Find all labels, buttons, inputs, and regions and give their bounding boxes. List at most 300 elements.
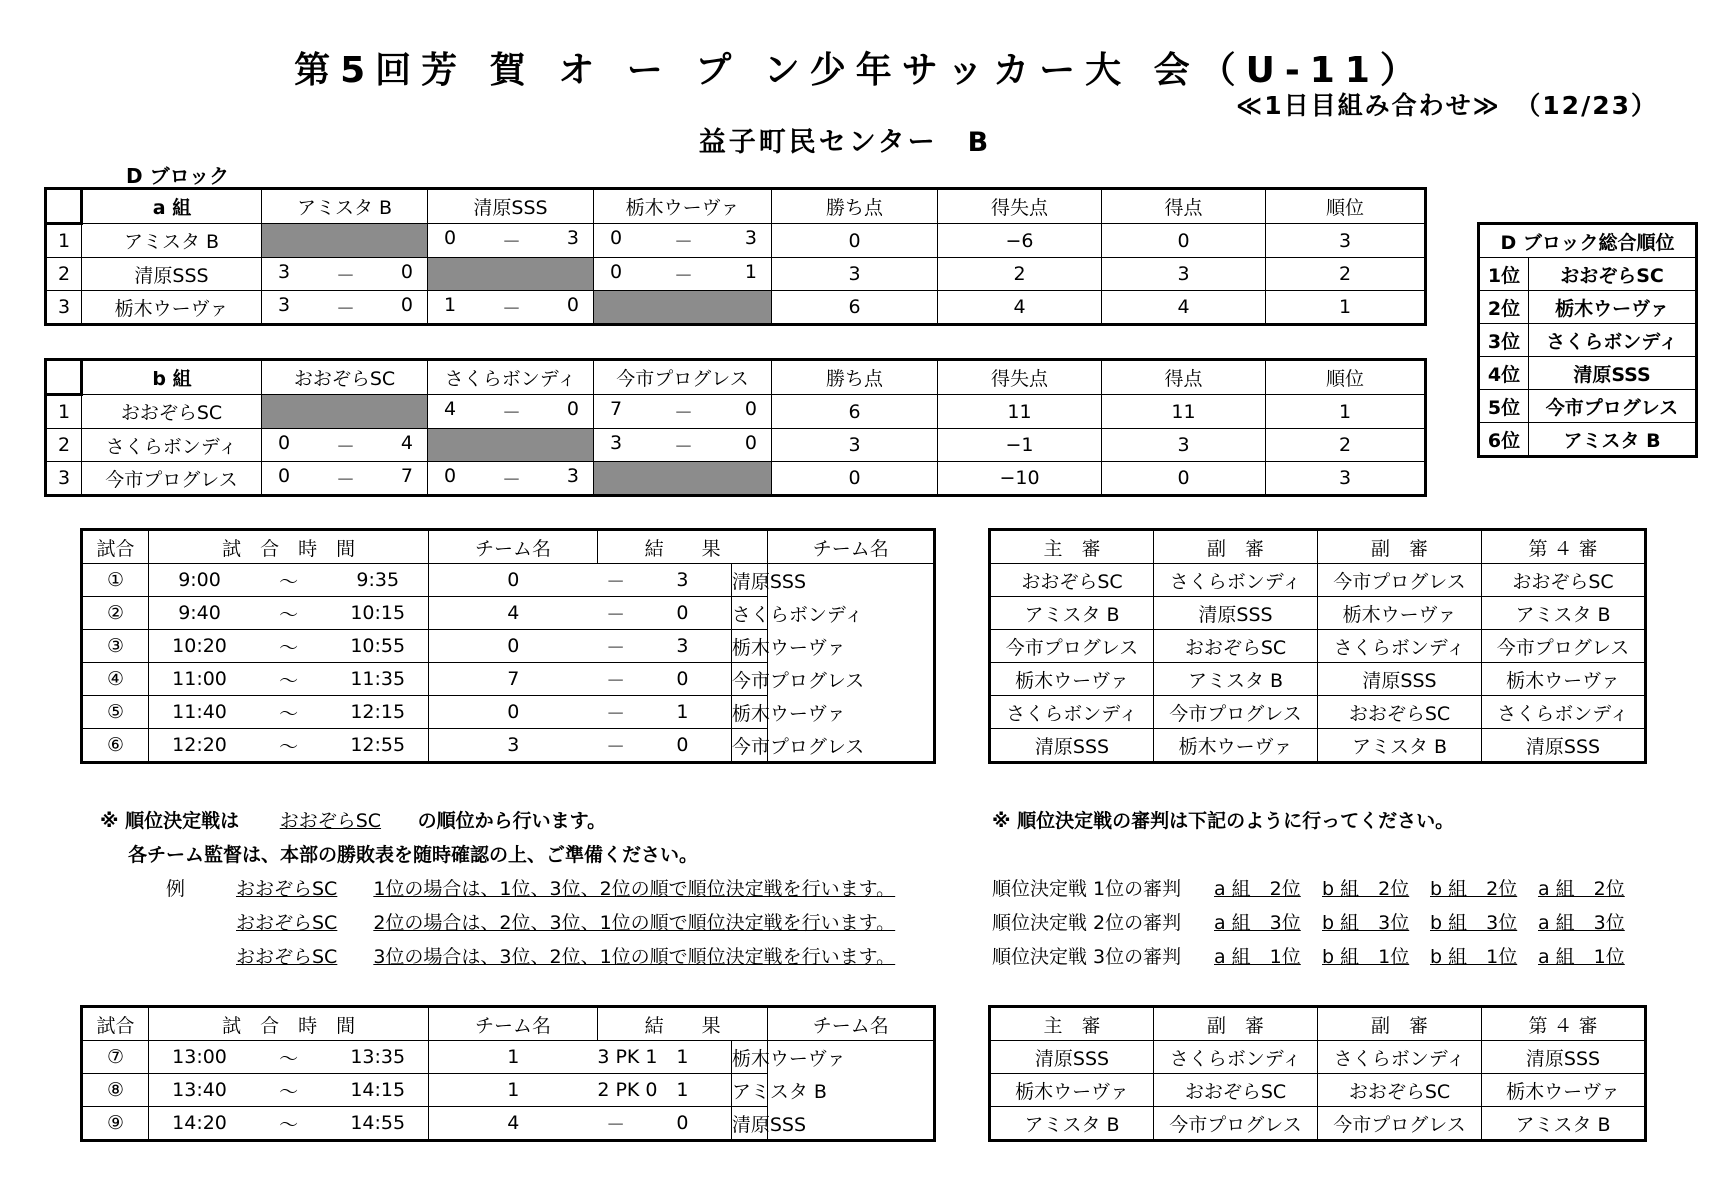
overall-row	[1479, 324, 1697, 357]
blank-self-cell	[262, 224, 428, 258]
column-header: 順位	[1266, 189, 1426, 224]
away-score: 0	[634, 663, 731, 696]
referee-rule-label: 順位決定戦 1位の審判	[992, 878, 1182, 900]
score	[262, 432, 427, 459]
referee-team: 今市プログレス	[1318, 1107, 1482, 1141]
column-header: 栃木ウーヴァ	[594, 189, 772, 224]
column-header: アミスタ B	[262, 189, 428, 224]
referee-team: 栃木ウーヴァ	[1318, 597, 1482, 630]
away-score: 1	[634, 1074, 731, 1107]
result-cell	[262, 291, 428, 325]
score-part: 3	[278, 293, 291, 316]
referee-team: 今市プログレス	[1154, 1107, 1318, 1141]
stat-gf: 11	[1102, 395, 1266, 429]
team-name: アミスタ B	[82, 224, 262, 258]
score-middle: －	[597, 630, 634, 663]
score-middle: 2 PK 0	[597, 1074, 634, 1107]
score-part: 0	[400, 293, 413, 316]
score-part: 1	[444, 293, 457, 316]
away-team: 今市プログレス	[731, 663, 768, 696]
overall-position: 4位	[1479, 357, 1529, 390]
group-row	[46, 224, 1426, 258]
score-part: 0	[744, 398, 757, 420]
away-team: 栃木ウーヴァ	[731, 1041, 768, 1074]
score-middle: －	[597, 597, 634, 630]
group-row	[46, 429, 1426, 462]
page-subtitle: ≪1日目組み合わせ≫ （12/23）	[1236, 91, 1658, 120]
corner-cell	[46, 360, 82, 395]
referee-team: おおぞらSC	[1318, 696, 1482, 729]
example-team: おおぞらSC	[236, 878, 338, 900]
page-title: 第5回芳 賀 オ ー プ ン少年サッカー大 会（U-11）	[294, 50, 1426, 91]
home-score: 3	[429, 729, 598, 763]
score-part: －	[335, 297, 355, 320]
referee-rule-item: b 組 3位	[1430, 912, 1518, 934]
note-line-1	[100, 806, 606, 833]
team-name: 栃木ウーヴァ	[82, 291, 262, 325]
match-number: ⑥	[82, 729, 149, 763]
time-header: 試 合 時 間	[149, 530, 429, 564]
example-line	[236, 874, 895, 901]
overall-header: D ブロック総合順位	[1479, 224, 1697, 258]
score-part: 0	[278, 431, 291, 454]
score-middle: －	[597, 696, 634, 729]
away-team: 栃木ウーヴァ	[731, 630, 768, 663]
match-row	[82, 696, 935, 729]
score-part: 3	[278, 260, 291, 283]
start-time: 12:20	[149, 729, 251, 763]
score-middle: 3 PK 1	[597, 1041, 634, 1074]
column-header: 得失点	[938, 360, 1102, 395]
time-separator: 〜	[250, 1107, 327, 1141]
score-part: 0	[400, 260, 413, 283]
score-part: －	[501, 402, 521, 424]
referee-team: さくらボンディ	[1154, 1041, 1318, 1074]
overall-row	[1479, 357, 1697, 390]
example-team: おおぞらSC	[236, 912, 338, 934]
stat-diff: −1	[938, 429, 1102, 462]
away-team: 清原SSS	[731, 1107, 768, 1141]
score	[428, 294, 593, 321]
example-line	[236, 908, 895, 935]
overall-position: 1位	[1479, 258, 1529, 291]
note-line-1-prefix: ※ 順位決定戦は	[100, 810, 240, 832]
time-separator: 〜	[250, 729, 327, 763]
referee-rule-item: a 組 1位	[1214, 946, 1301, 968]
referee-row	[990, 729, 1646, 763]
group-row	[46, 395, 1426, 429]
score-middle: －	[597, 1107, 634, 1141]
stat-diff: −6	[938, 224, 1102, 258]
score-part: 4	[444, 398, 457, 420]
stat-pts: 0	[772, 462, 938, 496]
overall-team: 今市プログレス	[1529, 390, 1697, 423]
match-number: ⑧	[82, 1074, 149, 1107]
referee-rule-label: 順位決定戦 2位の審判	[992, 912, 1182, 934]
referee-rule-item: b 組 2位	[1430, 878, 1518, 900]
score-part: 0	[444, 464, 457, 487]
column-header: 順位	[1266, 360, 1426, 395]
match-row	[82, 663, 935, 696]
score	[594, 227, 771, 254]
away-score: 1	[634, 1041, 731, 1074]
group-b-table	[44, 358, 1427, 497]
stat-diff: −10	[938, 462, 1102, 496]
start-time: 14:20	[149, 1107, 251, 1141]
result-cell	[262, 429, 428, 462]
blank-self-cell	[594, 291, 772, 325]
stat-gf: 4	[1102, 291, 1266, 325]
overall-team: 栃木ウーヴァ	[1529, 291, 1697, 324]
score	[594, 432, 771, 459]
away-score: 0	[634, 597, 731, 630]
score-part: 3	[610, 431, 623, 454]
start-time: 9:00	[149, 564, 251, 597]
referee-team: アミスタ B	[1482, 597, 1646, 630]
row-number: 3	[46, 462, 82, 496]
result-cell	[428, 395, 594, 429]
example-line	[236, 942, 895, 969]
start-time: 13:00	[149, 1041, 251, 1074]
score-part: －	[673, 402, 693, 424]
overall-team: さくらボンディ	[1529, 324, 1697, 357]
match-number: ④	[82, 663, 149, 696]
blank-self-cell	[594, 462, 772, 496]
stat-pts: 3	[772, 429, 938, 462]
home-team-header: チーム名	[429, 530, 598, 564]
score-part: 0	[278, 464, 291, 487]
score-middle: －	[597, 564, 634, 597]
block-label: D ブロック	[126, 164, 230, 188]
home-score: 1	[429, 1074, 598, 1107]
referee-rule-item: b 組 2位	[1322, 878, 1410, 900]
score-part: 0	[610, 227, 623, 249]
referee-team: おおぞらSC	[1318, 1074, 1482, 1107]
stat-pts: 6	[772, 395, 938, 429]
venue-title: 益子町民センター B	[698, 127, 992, 158]
result-cell	[594, 395, 772, 429]
end-time: 14:55	[327, 1107, 429, 1141]
score-middle: －	[597, 663, 634, 696]
referee-team: 清原SSS	[1154, 597, 1318, 630]
referee-team: 栃木ウーヴァ	[1154, 729, 1318, 763]
note-line-2: 各チーム監督は、本部の勝敗表を随時確認の上、ご準備ください。	[128, 844, 699, 866]
group-name: a 組	[82, 189, 262, 224]
column-header: 勝ち点	[772, 360, 938, 395]
referee-rule-item: a 組 2位	[1214, 878, 1301, 900]
home-score: 0	[429, 696, 598, 729]
group-row	[46, 462, 1426, 496]
referee-row	[990, 630, 1646, 663]
match-number: ⑤	[82, 696, 149, 729]
end-time: 10:55	[327, 630, 429, 663]
referee-team: 栃木ウーヴァ	[1482, 663, 1646, 696]
match-schedule-table-1	[80, 528, 936, 764]
referee-rule-label: 順位決定戦 3位の審判	[992, 946, 1182, 968]
row-number: 3	[46, 291, 82, 325]
referee-team: おおぞらSC	[1482, 564, 1646, 597]
score	[594, 398, 771, 425]
home-team-header: チーム名	[429, 1007, 598, 1041]
home-score: 0	[429, 630, 598, 663]
referee-team: 清原SSS	[990, 729, 1154, 763]
score-part: 0	[566, 398, 579, 420]
column-header: さくらボンディ	[428, 360, 594, 395]
referee-rule-item: a 組 2位	[1538, 878, 1625, 900]
referee-table-1	[988, 528, 1647, 764]
end-time: 12:55	[327, 729, 429, 763]
match-number: ③	[82, 630, 149, 663]
referee-team: おおぞらSC	[1154, 1074, 1318, 1107]
referee-team: 栃木ウーヴァ	[990, 1074, 1154, 1107]
score	[262, 465, 427, 492]
referee-team: アミスタ B	[1154, 663, 1318, 696]
match-number: ⑨	[82, 1107, 149, 1141]
referee-header: 副 審	[1318, 530, 1482, 564]
match-no-header: 試合	[82, 530, 149, 564]
start-time: 9:40	[149, 597, 251, 630]
referee-row	[990, 663, 1646, 696]
referee-rule-line	[992, 908, 1646, 935]
score-part: －	[673, 264, 693, 287]
group-a-table	[44, 187, 1427, 326]
score-part: －	[673, 231, 693, 253]
overall-team: おおぞらSC	[1529, 258, 1697, 291]
referee-row	[990, 597, 1646, 630]
blank-self-cell	[428, 429, 594, 462]
match-row	[82, 729, 935, 763]
column-header: おおぞらSC	[262, 360, 428, 395]
overall-row	[1479, 258, 1697, 291]
overall-row	[1479, 423, 1697, 457]
time-separator: 〜	[250, 1041, 327, 1074]
referee-rule-item: b 組 1位	[1430, 946, 1518, 968]
end-time: 12:15	[327, 696, 429, 729]
overall-position: 5位	[1479, 390, 1529, 423]
stat-gf: 3	[1102, 258, 1266, 291]
start-time: 11:40	[149, 696, 251, 729]
corner-cell	[46, 189, 82, 224]
home-score: 4	[429, 1107, 598, 1141]
score	[428, 398, 593, 425]
example-text: 2位の場合は、2位、3位、1位の順で順位決定戦を行います。	[373, 912, 896, 934]
row-number: 2	[46, 258, 82, 291]
time-separator: 〜	[250, 630, 327, 663]
stat-pts: 6	[772, 291, 938, 325]
home-score: 0	[429, 564, 598, 597]
away-score: 3	[634, 564, 731, 597]
overall-row	[1479, 390, 1697, 423]
score-part: 3	[566, 227, 579, 249]
stat-rank: 2	[1266, 258, 1426, 291]
away-team: 清原SSS	[731, 564, 768, 597]
time-separator: 〜	[250, 696, 327, 729]
match-row	[82, 630, 935, 663]
column-header: 得点	[1102, 189, 1266, 224]
result-cell	[594, 258, 772, 291]
overall-position: 2位	[1479, 291, 1529, 324]
referee-rule-line	[992, 874, 1646, 901]
stat-pts: 3	[772, 258, 938, 291]
team-name: さくらボンディ	[82, 429, 262, 462]
match-schedule-table-2	[80, 1005, 936, 1142]
referee-row	[990, 564, 1646, 597]
referee-team: 清原SSS	[1482, 729, 1646, 763]
referee-header: 副 審	[1154, 530, 1318, 564]
match-number: ②	[82, 597, 149, 630]
example-team: おおぞらSC	[236, 946, 338, 968]
end-time: 11:35	[327, 663, 429, 696]
referee-team: さくらボンディ	[990, 696, 1154, 729]
score-part: －	[501, 231, 521, 253]
group-header-row	[46, 360, 1426, 395]
result-cell	[428, 462, 594, 496]
score-part: 7	[610, 398, 623, 420]
match-row	[82, 597, 935, 630]
referee-table-2	[988, 1005, 1647, 1142]
time-separator: 〜	[250, 1074, 327, 1107]
match-row	[82, 1074, 935, 1107]
home-score: 1	[429, 1041, 598, 1074]
referee-team: さくらボンディ	[1482, 696, 1646, 729]
result-cell	[428, 291, 594, 325]
away-score: 3	[634, 630, 731, 663]
score-part: －	[335, 264, 355, 287]
referee-row	[990, 696, 1646, 729]
referee-row	[990, 1107, 1646, 1141]
referee-header: 第 ４ 審	[1482, 1007, 1646, 1041]
score-part: －	[501, 468, 521, 491]
group-header-row	[46, 189, 1426, 224]
stat-pts: 0	[772, 224, 938, 258]
blank-self-cell	[428, 258, 594, 291]
score-middle: －	[597, 729, 634, 763]
column-header: 得点	[1102, 360, 1266, 395]
score-part: －	[335, 468, 355, 491]
end-time: 10:15	[327, 597, 429, 630]
group-row	[46, 258, 1426, 291]
match-number: ①	[82, 564, 149, 597]
score-part: 0	[444, 227, 457, 249]
referee-rule-item: a 組 1位	[1538, 946, 1625, 968]
away-score: 0	[634, 729, 731, 763]
referee-team: 栃木ウーヴァ	[990, 663, 1154, 696]
referee-rule-item: a 組 3位	[1214, 912, 1301, 934]
stat-rank: 1	[1266, 291, 1426, 325]
stat-diff: 2	[938, 258, 1102, 291]
stat-rank: 3	[1266, 462, 1426, 496]
team-name: 今市プログレス	[82, 462, 262, 496]
example-label: 例	[166, 878, 186, 900]
stat-rank: 2	[1266, 429, 1426, 462]
referee-rule-item: b 組 1位	[1322, 946, 1410, 968]
referee-team: おおぞらSC	[1154, 630, 1318, 663]
referee-header: 副 審	[1154, 1007, 1318, 1041]
time-separator: 〜	[250, 663, 327, 696]
score-part: 4	[400, 431, 413, 454]
referee-team: さくらボンディ	[1318, 630, 1482, 663]
referee-team: アミスタ B	[990, 597, 1154, 630]
score-part: 0	[610, 260, 623, 283]
referee-header: 第 ４ 審	[1482, 530, 1646, 564]
result-header: 結 果	[597, 1007, 768, 1041]
stat-diff: 4	[938, 291, 1102, 325]
row-number: 1	[46, 395, 82, 429]
team-name: 清原SSS	[82, 258, 262, 291]
result-cell	[594, 224, 772, 258]
result-cell	[262, 462, 428, 496]
row-number: 1	[46, 224, 82, 258]
match-row	[82, 564, 935, 597]
overall-team: 清原SSS	[1529, 357, 1697, 390]
result-header: 結 果	[597, 530, 768, 564]
overall-position: 3位	[1479, 324, 1529, 357]
referee-team: 清原SSS	[1482, 1041, 1646, 1074]
column-header: 得失点	[938, 189, 1102, 224]
away-score: 0	[634, 1107, 731, 1141]
referee-team: 清原SSS	[1318, 663, 1482, 696]
referee-header: 主 審	[990, 530, 1154, 564]
score-part: 0	[566, 293, 579, 316]
away-team-header: チーム名	[768, 1007, 935, 1041]
referee-rule-line	[992, 942, 1646, 969]
home-score: 4	[429, 597, 598, 630]
stat-rank: 3	[1266, 224, 1426, 258]
score-part: 1	[744, 260, 757, 283]
referee-team: 今市プログレス	[1154, 696, 1318, 729]
blank-self-cell	[262, 395, 428, 429]
column-header: 勝ち点	[772, 189, 938, 224]
score-part: －	[673, 435, 693, 458]
stat-gf: 3	[1102, 429, 1266, 462]
time-separator: 〜	[250, 597, 327, 630]
referee-team: アミスタ B	[1318, 729, 1482, 763]
away-team: さくらボンディ	[731, 597, 768, 630]
referee-team: 今市プログレス	[1318, 564, 1482, 597]
referee-row	[990, 1041, 1646, 1074]
score	[428, 465, 593, 492]
referee-team: 清原SSS	[990, 1041, 1154, 1074]
result-cell	[594, 429, 772, 462]
time-separator: 〜	[250, 564, 327, 597]
score	[428, 227, 593, 254]
column-header: 今市プログレス	[594, 360, 772, 395]
away-score: 1	[634, 696, 731, 729]
note-line-1-suffix: の順位から行います。	[417, 810, 607, 832]
referee-team: おおぞらSC	[990, 564, 1154, 597]
end-time: 13:35	[327, 1041, 429, 1074]
start-time: 10:20	[149, 630, 251, 663]
end-time: 14:15	[327, 1074, 429, 1107]
note-line-1-team: おおぞらSC	[279, 810, 382, 832]
referee-header: 副 審	[1318, 1007, 1482, 1041]
group-row	[46, 291, 1426, 325]
group-name: b 組	[82, 360, 262, 395]
referee-team: 今市プログレス	[1482, 630, 1646, 663]
match-row	[82, 1107, 935, 1141]
overall-team: アミスタ B	[1529, 423, 1697, 457]
referee-team: アミスタ B	[990, 1107, 1154, 1141]
example-text: 1位の場合は、1位、3位、2位の順で順位決定戦を行います。	[373, 878, 896, 900]
referee-rule-item: b 組 3位	[1322, 912, 1410, 934]
score-part: 3	[744, 227, 757, 249]
referee-team: 今市プログレス	[990, 630, 1154, 663]
referee-note: ※ 順位決定戦の審判は下記のように行ってください。	[992, 810, 1455, 832]
away-team: 栃木ウーヴァ	[731, 696, 768, 729]
result-cell	[262, 258, 428, 291]
referee-team: さくらボンディ	[1318, 1041, 1482, 1074]
example-text: 3位の場合は、3位、2位、1位の順で順位決定戦を行います。	[373, 946, 896, 968]
